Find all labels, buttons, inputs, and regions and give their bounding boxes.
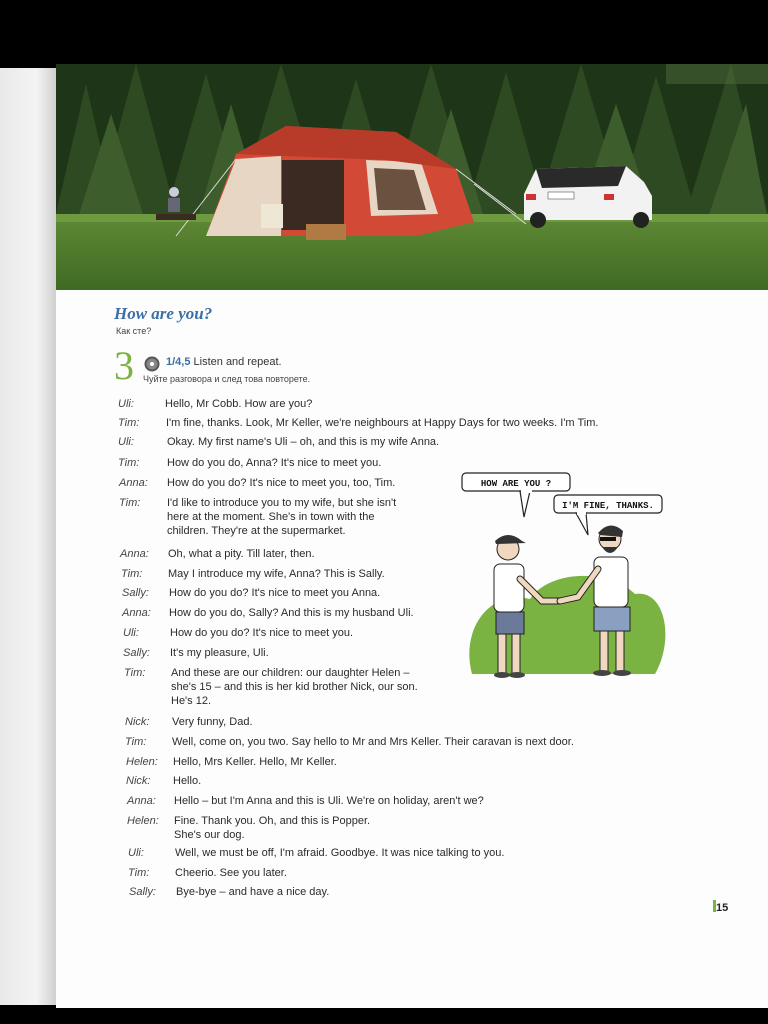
- instruction-text: Listen and repeat.: [193, 356, 282, 368]
- dialogue-line: Hello, Mr Cobb. How are you?: [165, 398, 313, 410]
- audio-cd-icon[interactable]: [144, 356, 160, 372]
- dialogue-speaker: Uli:: [118, 398, 134, 410]
- audio-track-label: 1/4,5: [166, 356, 191, 368]
- dialogue-line: How do you do? It's nice to meet you.: [170, 627, 354, 639]
- dialogue-speaker: Uli:: [123, 627, 139, 639]
- exercise-number: 3: [114, 343, 134, 388]
- dialogue-line: Okay. My first name's Uli – oh, and this is my wife Anna.: [167, 436, 440, 448]
- dialogue-line: And these are our children: our daughter Helen –: [171, 667, 410, 679]
- dialogue-speaker: Uli:: [118, 436, 134, 448]
- dialogue-line: I'm fine, thanks. Look, Mr Keller, we're neighbours at Happy Days for two weeks. I'm Tim.: [166, 417, 599, 429]
- car: [524, 166, 652, 228]
- dialogue-line: He's 12.: [171, 695, 212, 707]
- dialogue-line: How do you do? It's nice to meet you, too, Tim.: [167, 477, 396, 489]
- dialogue-line: How do you do, Anna? It's nice to meet you.: [167, 457, 382, 469]
- dialogue-speaker: Anna:: [122, 607, 151, 619]
- dialogue-speaker: Helen:: [126, 756, 158, 768]
- dialogue-speaker: Uli:: [128, 847, 144, 859]
- page-number: 15: [716, 902, 729, 914]
- dialogue-speaker: Tim:: [128, 867, 150, 879]
- dialogue-line: children. They're at the supermarket.: [167, 525, 346, 537]
- dialogue-speaker: Sally:: [129, 886, 156, 898]
- dialogue-line: Well, come on, you two. Say hello to Mr and Mrs Keller. Their caravan is next door.: [172, 736, 574, 748]
- dialogue-line: Bye-bye – and have a nice day.: [176, 886, 330, 898]
- section-title: How are you?: [114, 304, 213, 323]
- dialogue-line: Oh, what a pity. Till later, then.: [168, 548, 315, 560]
- bubble-right-text: I'M FINE, THANKS.: [562, 501, 654, 511]
- dialogue-line: I'd like to introduce you to my wife, but she isn't: [167, 497, 397, 509]
- dialogue-speaker: Nick:: [125, 716, 150, 728]
- dialogue-line: Cheerio. See you later.: [175, 867, 287, 879]
- dialogue-line: Hello – but I'm Anna and this is Uli. We're on holiday, aren't we?: [174, 795, 484, 807]
- dialogue-line: Well, we must be off, I'm afraid. Goodbye. It was nice talking to you.: [175, 847, 505, 859]
- book-page: [56, 64, 768, 1008]
- dialogue-speaker: Tim:: [118, 457, 140, 469]
- dialogue-line: She's our dog.: [174, 829, 245, 841]
- dialogue-speaker: Tim:: [124, 667, 146, 679]
- dialogue-line: How do you do, Sally? And this is my husband Uli.: [169, 607, 414, 619]
- dialogue-line: Hello, Mrs Keller. Hello, Mr Keller.: [173, 756, 337, 768]
- dialogue-speaker: Anna:: [120, 548, 149, 560]
- dialogue-speaker: Sally:: [123, 647, 150, 659]
- dialogue-line: here at the moment. She's in town with the: [167, 511, 375, 523]
- bubble-left-text: HOW ARE YOU ?: [480, 479, 552, 489]
- dialogue-line: How do you do? It's nice to meet you Anna.: [169, 587, 381, 599]
- campsite-photo: [56, 64, 768, 290]
- dialogue-line: Very funny, Dad.: [172, 716, 253, 728]
- dialogue-line: Hello.: [173, 775, 202, 787]
- dialogue-speaker: Tim:: [125, 736, 147, 748]
- dialogue-speaker: Tim:: [119, 497, 141, 509]
- dialogue-line: May I introduce my wife, Anna? This is Sally.: [168, 568, 385, 580]
- dialogue-line: Fine. Thank you. Oh, and this is Popper.: [174, 815, 371, 827]
- dialogue-speaker: Anna:: [127, 795, 156, 807]
- dialogue-speaker: Tim:: [118, 417, 140, 429]
- dialogue-speaker: Nick:: [126, 775, 151, 787]
- section-subtitle: Как сте?: [116, 326, 152, 336]
- dialogue-speaker: Helen:: [127, 815, 159, 827]
- dialogue-line: she's 15 – and this is her kid brother Nick, our son.: [171, 681, 418, 693]
- dialogue-speaker: Tim:: [121, 568, 143, 580]
- dialogue-speaker: Sally:: [122, 587, 149, 599]
- exercise-instruction: [166, 356, 282, 368]
- handshake-cartoon: [460, 469, 680, 697]
- instruction-translation: Чуйте разговора и след това повторете.: [143, 374, 311, 384]
- dialogue-line: It's my pleasure, Uli.: [170, 647, 269, 659]
- dialogue-speaker: Anna:: [119, 477, 148, 489]
